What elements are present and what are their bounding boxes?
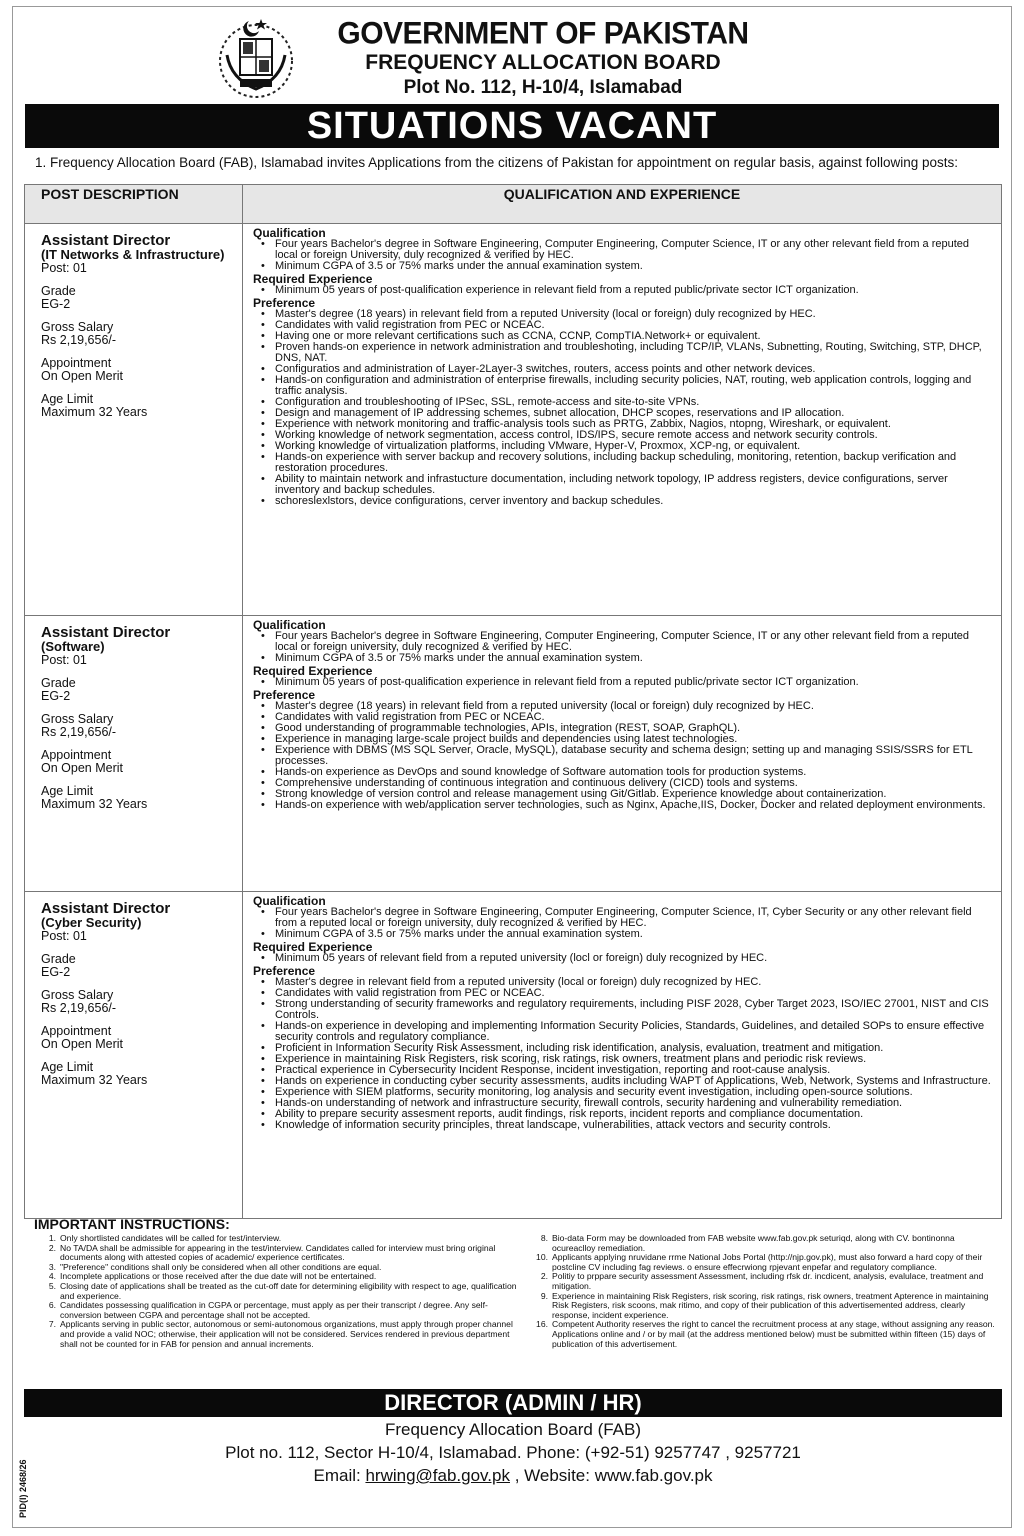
footer-organization: Frequency Allocation Board (FAB) [384,1420,642,1439]
qualification-list [253,907,993,940]
instruction-number: 3. [48,1261,56,1272]
instruction-text: Candidates possessing qualification in CGPA or percentage, must apply as per their transcript / degree. Any self-conversion between CGPA and percentage shall not be accepted. [60,1300,488,1320]
instruction-text: Closing date of applications shall be treated as the cut-off date for determining eligibility with respect to age, qualification and experience. [60,1280,517,1301]
post-count: Post: 01 [41,929,87,943]
situations-vacant-banner: SITUATIONS VACANT [25,104,999,148]
instruction-text: Competent Authority reserves the right to cancel the recruitment process at any stage, without assigning any reason. Applications online and / or by mail (at the address mentioned below) must be submitted within fifteen (15) days of publication of this advertisement. [552,1319,995,1349]
preference-list [253,701,993,811]
list-item: • Minimum CGPA of 3.5 or 75% marks under the annual examination system. [275,653,993,664]
instruction-number: 6. [48,1300,56,1311]
list-item: • Minimum CGPA of 3.5 or 75% marks under the annual examination system. [275,261,993,272]
website-label: , Website: [509,1466,595,1485]
footer-contact [24,1466,1002,1486]
qualification-heading: Qualification [253,618,326,632]
salary-label: Gross Salary [41,320,114,334]
list-item: • Configuratios and administration of Layer-2Layer-3 switches, routers, access points and other network devices. [275,364,993,375]
pakistan-state-emblem-icon [213,15,299,101]
list-item: • Good understanding of programmable technologies, APIs, integration (REST, SOAP, GraphQL). [275,723,993,734]
instruction-text: Bio-data Form may be downloaded from FAB website www.fab.gov.pk seturiqd, along with CV. bontinonna ocureaclloy remediation. [552,1233,955,1253]
grade-value: EG-2 [41,297,71,311]
instruction-number: 16. [536,1319,548,1330]
list-item: • Master's degree (18 years) in relevant field from a reputed university (local or foreign) duly recognized by HEC. [275,701,993,712]
age-limit-label: Age Limit [41,784,94,798]
preference-heading: Preference [253,688,316,702]
list-item: • Four years Bachelor's degree in Software Engineering, Computer Engineering, Computer Science, IT or any other relevant field from a reputed local or foreign university, duly recognized & verified by HEC. [275,631,993,653]
instruction-item [524,1253,996,1272]
list-item: • Ability to prepare security assesment reports, audit findings, risk reports, incident reports and compliance documentation. [275,1109,993,1120]
post-row [25,224,1002,616]
list-item: • Proficient in Information Security Risk Assessment, including risk identification, analysis, evaluation, treatment and mitigation. [275,1043,993,1054]
list-item: • Hands on experience in conducting cyber security assessments, audits including WAPT of Applications, Web, Network, Systems and Infrastructure. [275,1076,993,1087]
qualification-list [253,239,993,272]
email-label: Email: [313,1466,366,1485]
post-row [25,616,1002,892]
salary-value: Rs 2,19,656/- [41,725,117,739]
list-item: • Master's degree in relevant field from a reputed university (local or foreign) duly recognized by HEC. [275,977,993,988]
list-item: • Having one or more relevant certifications such as CCNA, CCNP, CompTIA.Network+ or equivalent. [275,331,993,342]
instruction-number: 8. [540,1233,548,1243]
list-item: • schoreslexlstors, device configurations, cerver inventory and backup schedules. [275,496,993,507]
intro-paragraph: 1. Frequency Allocation Board (FAB), Islamabad invites Applications from the citizens of Pakistan for appointment on regular basis, against following posts: [35,155,958,170]
experience-list [253,953,993,964]
instruction-text: Incomplete applications or those received after the due date will not be entertained. [60,1271,377,1282]
post-subtitle: (IT Networks & Infrastructure) [41,247,225,262]
qualification-heading: Qualification [253,894,326,908]
experience-heading: Required Experience [253,664,373,678]
list-item: • Experience in managing large-scale project builds and dependencies using latest technologies. [275,734,993,745]
government-title: GOVERNMENT OF PAKISTAN [337,16,749,51]
age-limit-label: Age Limit [41,392,94,406]
director-banner: DIRECTOR (ADMIN / HR) [24,1389,1002,1417]
list-item: • Ability to maintain network and infrastucture documentation, including network topology, IP address registers, device configurations, server inventory and backup schedules. [275,474,993,496]
age-limit-value: Maximum 32 Years [41,1073,148,1087]
post-subtitle: (Software) [41,639,105,654]
grade-label: Grade [41,284,76,298]
experience-list [253,677,993,688]
column-header-post: POST DESCRIPTION [25,185,243,224]
qualification-cell [243,616,1002,892]
instructions-left-column [32,1234,522,1349]
qualification-heading: Qualification [253,226,326,240]
appointment-value: On Open Merit [41,761,123,775]
experience-list [253,285,993,296]
post-subtitle: (Cyber Security) [41,915,142,930]
list-item: • Hands-on experience in developing and implementing Information Security Policies, Standards, Guidelines, and detailed SOPs to ensure effective security controls and regulatory compliance. [275,1021,993,1043]
list-item: • Minimum CGPA of 3.5 or 75% marks under the annual examination system. [275,929,993,940]
pid-number: PID(I) 2468/26 [18,1459,28,1518]
list-item: • Strong understanding of security frameworks and regulatory requirements, including PISF 2028, Cyber Target 2023, ISO/IEC 27001, NIST and CIS Controls. [275,999,993,1021]
list-item: • Hands-on experience with web/application server technologies, such as Nginx, Apache,IIS, Docker, Docker and related deployment environments. [275,800,993,811]
list-item: • Working knowledge of virtualization platforms, including VMware, Hyper-V, Proxmox, XCP-ng, or equivalent. [275,441,993,452]
post-description-cell [25,224,243,616]
instruction-item [32,1244,522,1263]
preference-heading: Preference [253,296,316,310]
appointment-label: Appointment [41,356,112,370]
instruction-item [524,1292,996,1321]
organization-address: Plot No. 112, H-10/4, Islamabad [403,77,683,98]
grade-value: EG-2 [41,689,71,703]
qualification-cell [243,224,1002,616]
instruction-number: 10. [536,1252,548,1263]
list-item: • Candidates with valid registration from PEC or NCEAC. [275,320,993,331]
list-item: • Proven hands-on experience in network administration and troubleshoting, including TCP/IP, VLANs, Subnetting, Routing, Switching, STP, DHCP, DNS, NAT. [275,342,993,364]
instruction-number: 2. [48,1242,56,1253]
instruction-item [32,1301,522,1320]
list-item: • Hands-on understanding of network and infrastructure security, firewall controls, security hardening and vulnerability remediation. [275,1098,993,1109]
instruction-number: 7. [48,1319,56,1330]
post-count: Post: 01 [41,261,87,275]
instruction-text: Only shortlisted candidates will be called for test/interview. [60,1233,282,1243]
list-item: • Working knowledge of network segmentation, access control, IDS/IPS, secure remote access and network security controls. [275,430,993,441]
instruction-number: 2. [540,1271,548,1282]
post-description-cell [25,892,243,1219]
list-item: • Design and management of IP addressing schemes, subnet allocation, DHCP scopes, reservations and IP allocation. [275,408,993,419]
instruction-item [524,1234,996,1253]
qualification-list [253,631,993,664]
list-item: • Candidates with valid registration from PEC or NCEAC. [275,712,993,723]
age-limit-label: Age Limit [41,1060,94,1074]
posts-table [24,184,1002,1219]
list-item: • Hands-on experience as DevOps and sound knowledge of Software automation tools for production systems. [275,767,993,778]
instruction-item [32,1282,522,1301]
list-item: • Configuration and troubleshooting of IPSec, SSL, remote-access and site-to-site VPNs. [275,397,993,408]
list-item: • Minimum 05 years of post-qualification experience in relevant field from a reputed public/private sector ICT organization. [275,677,993,688]
website-link[interactable]: www.fab.gov.pk [594,1466,713,1485]
instruction-number: 4. [48,1271,56,1282]
list-item: • Hands-on experience with server backup and recovery solutions, including backup scheduling, monitoring, retention, backup verification and restoration procedures. [275,452,993,474]
list-item: • Experience with DBMS (MS SQL Server, Oracle, MySQL), database security and schema design; setting up and managing SSIS/SSRS for ETL processes. [275,745,993,767]
instruction-item [524,1320,996,1349]
post-title: Assistant Director [41,624,171,641]
list-item: • Experience in maintaining Risk Registers, risk scoring, risk ratings, risk owners, treatment plans and periodic risk reviews. [275,1054,993,1065]
preference-heading: Preference [253,964,316,978]
list-item: • Experience with network monitoring and traffic-analysis tools such as PRTG, Zabbix, Nagios, ntopng, Wireshark, or equivalent. [275,419,993,430]
instruction-text: Applicants applying nruvidane rrme National Jobs Portal (http://njp.gov.pk), must also forward a hard copy of their postcline CV including fag reviews. o ensure effecrwiong rpjevant enpefar and regulatory compliance. [552,1252,983,1272]
organization-title: FREQUENCY ALLOCATION BOARD [365,51,721,74]
list-item: • Comprehensive understanding of continuous integration and continuous delivery (CICD) tools and systems. [275,778,993,789]
header [13,7,1013,107]
appointment-label: Appointment [41,748,112,762]
list-item: • Four years Bachelor's degree in Software Engineering, Computer Engineering, Computer Science, IT, Cyber Security or any other relevant field from a reputed local or foreign university, duly recognized & verified by HEC. [275,907,993,929]
appointment-label: Appointment [41,1024,112,1038]
instruction-item [32,1320,522,1349]
list-item: • Strong knowledge of version control and release management using Git/Gitlab. Experience knowledge about containerization. [275,789,993,800]
post-description-cell [25,616,243,892]
footer-address: Plot no. 112, Sector H-10/4, Islamabad. Phone: (+92-51) 9257747 , 9257721 [225,1443,801,1462]
appointment-value: On Open Merit [41,369,123,383]
list-item: • Minimum 05 years of post-qualification experience in relevant field from a reputed public/private sector ICT organization. [275,285,993,296]
instruction-number: 9. [540,1290,548,1301]
list-item: • Four years Bachelor's degree in Software Engineering, Computer Engineering, Computer Science, IT or any other relevant field from a reputed local or foreign University, duly recognized & verified by HEC. [275,239,993,261]
salary-value: Rs 2,19,656/- [41,333,117,347]
list-item: • Knowledge of information security principles, threat landscape, vulnerabilities, attack vectors and security controls. [275,1120,993,1131]
experience-heading: Required Experience [253,272,373,286]
qualification-cell [243,892,1002,1219]
instruction-item [524,1272,996,1291]
instruction-number: 5. [48,1280,56,1291]
salary-label: Gross Salary [41,712,114,726]
age-limit-value: Maximum 32 Years [41,405,148,419]
age-limit-value: Maximum 32 Years [41,797,148,811]
email-link[interactable]: hrwing@fab.gov.pk [365,1466,510,1485]
list-item: • Candidates with valid registration from PEC or NCEAC. [275,988,993,999]
instruction-text: No TA/DA shall be admissible for appearing in the test/interview. Candidates called for interview must bring original documents along with attested copies of academic/ experience certificates. [60,1242,496,1263]
salary-label: Gross Salary [41,988,114,1002]
list-item: • Minimum 05 years of relevant field from a reputed university (locl or foreign) duly recognized by HEC. [275,953,993,964]
instruction-text: Applicants serving in public sector, autonomous or semi-autonomous organizations, must apply through proper channel and provide a valid NOC; otherwise, their application will not be considered. Services rendered in previous department shall not be counted for in FAB for pension and annual increments. [60,1319,513,1349]
instruction-number: 1. [48,1233,56,1243]
preference-list [253,309,993,507]
salary-value: Rs 2,19,656/- [41,1001,117,1015]
grade-value: EG-2 [41,965,71,979]
instructions-title: IMPORTANT INSTRUCTIONS: [34,1216,230,1232]
list-item: • Practical experience in Cybersecurity Incident Response, incident investigation, reporting and root-cause analysis. [275,1065,993,1076]
post-title: Assistant Director [41,232,171,249]
instructions-right-column [524,1234,996,1349]
preference-list [253,977,993,1131]
instruction-text: Experience in maintaining Risk Registers, risk scoring, risk ratings, risk owners, treatment Apterence in maintaining Risk Registers, risk scoons, mak ritimo, and copy of their publication of this advertisemented address, clearly response, incident experience. [552,1290,989,1320]
list-item: • Experience with SIEM platforms, security monitoring, log analysis and security event investigation, including open-source solutions. [275,1087,993,1098]
instruction-text: "Preference" conditions shall only be considered when all other conditions are equal. [60,1261,382,1272]
appointment-value: On Open Merit [41,1037,123,1051]
list-item: • Hands-on configuration and administration of enterprise firewalls, including security policies, NAT, routing, web application controls, logging and traffic analysis. [275,375,993,397]
experience-heading: Required Experience [253,940,373,954]
important-instructions [24,1216,1002,1349]
post-row [25,892,1002,1219]
grade-label: Grade [41,952,76,966]
column-header-qualification: QUALIFICATION AND EXPERIENCE [243,185,1002,224]
post-count: Post: 01 [41,653,87,667]
grade-label: Grade [41,676,76,690]
list-item: • Master's degree (18 years) in relevant field from a reputed University (local or foreign) duly recognized by HEC. [275,309,993,320]
post-title: Assistant Director [41,900,171,917]
instruction-text: Politiy to prppare security assessment Assessment, including rfsk dr. incdicent, analysis, evalulace, treatment and mitigation. [552,1271,984,1291]
